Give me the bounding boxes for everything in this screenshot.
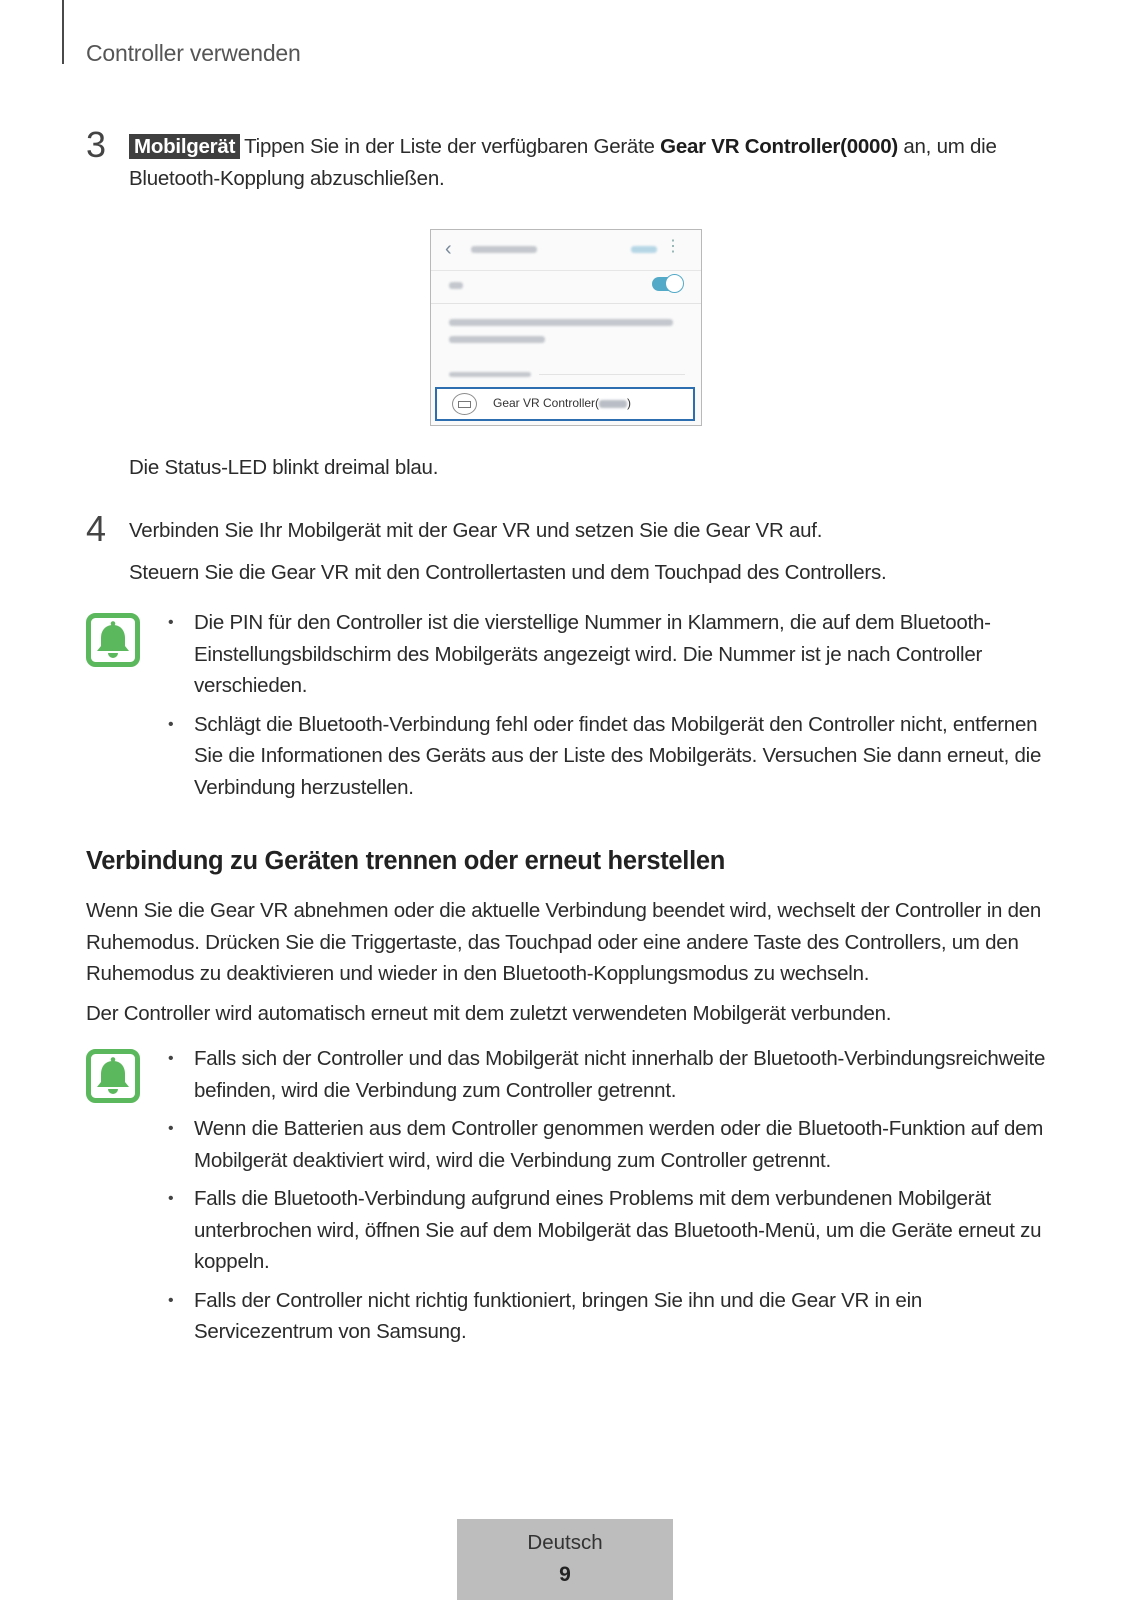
blurred-visibility-line2 xyxy=(449,336,545,343)
status-led-text: Die Status-LED blinkt dreimal blau. xyxy=(129,456,439,479)
note-list xyxy=(165,607,1052,810)
blurred-scan xyxy=(631,246,657,253)
device-list-item xyxy=(435,387,695,421)
step-4-text: Verbinden Sie Ihr Mobilgerät mit der Gear VR und setzen Sie die Gear VR auf. xyxy=(129,519,823,542)
blurred-available-devices xyxy=(449,372,531,377)
section-title: Verbindung zu Geräten trennen oder erneut herstellen xyxy=(86,847,726,875)
list-item: • Falls sich der Controller und das Mobilgerät nicht innerhalb der Bluetooth-Verbindungsreichweite befinden, wird die Verbindung zum Controller getrennt. xyxy=(168,1047,1046,1102)
note-list xyxy=(165,1043,1052,1355)
list-item: • Die PIN für den Controller ist die vierstellige Nummer in Klammern, die auf dem Bluetooth-Einstellungsbildschirm des Mobilgeräts angezeigt wird. Die Nummer ist je nach Controller verschieden. xyxy=(168,611,991,697)
device-name: Gear VR Controller(0000) xyxy=(660,135,898,158)
section-paragraph: Der Controller wird automatisch erneut mit dem zuletzt verwendeten Mobilgerät verbunden. xyxy=(86,1002,892,1025)
section-header: Controller verwenden xyxy=(86,40,301,66)
notice-bell-icon xyxy=(86,613,140,667)
bluetooth-screenshot xyxy=(430,229,702,426)
list-item: • Wenn die Batterien aus dem Controller genommen werden oder die Bluetooth-Funktion auf dem Mobilgerät deaktiviert wird, wird die Verbindung zum Controller getrennt. xyxy=(168,1117,1044,1172)
blurred-on-label xyxy=(449,282,463,289)
blurred-title xyxy=(471,246,537,253)
page-number: 9 xyxy=(559,1563,571,1586)
toggle-knob-icon xyxy=(665,274,684,293)
step-number: 4 xyxy=(86,508,107,549)
blurred-visibility-line1 xyxy=(449,319,673,326)
device-list-label: Gear VR Controller( ) xyxy=(493,396,632,410)
step-3-text: Mobilgerät Tippen Sie in der Liste der verfügbaren Geräte Gear VR Controller(0000) an, um die Bluetooth-Kopplung abzuschließen. xyxy=(129,135,997,190)
blurred-device-id xyxy=(599,400,627,408)
section-paragraph: Wenn Sie die Gear VR abnehmen oder die aktuelle Verbindung beendet wird, wechselt der Controller in den Ruhemodus. Drücken Sie die Triggertaste, das Touchpad oder eine andere Taste des Controllers, um den Ruhemodus zu deaktivieren und wieder in den Bluetooth-Kopplungsmodus zu wechseln. xyxy=(86,899,1042,985)
keyboard-icon xyxy=(452,393,477,415)
page-rule xyxy=(62,0,64,64)
more-menu-icon: ⋮ xyxy=(665,238,681,255)
list-item: • Falls der Controller nicht richtig funktioniert, bringen Sie ihn und die Gear VR in ein Servicezentrum von Samsung. xyxy=(168,1288,923,1343)
footer-language: Deutsch xyxy=(527,1531,603,1554)
list-item: • Schlägt die Bluetooth-Verbindung fehl oder findet das Mobilgerät den Controller nicht, entfernen Sie die Informationen des Geräts aus der Liste des Mobilgeräts. Versuchen Sie dann erneut, die Verbindung herzustellen. xyxy=(168,712,1042,799)
step-number: 3 xyxy=(86,124,107,165)
page-footer xyxy=(457,1519,673,1600)
notice-bell-icon xyxy=(86,1049,140,1103)
device-tag: Mobilgerät xyxy=(129,134,240,159)
step-4-subtext: Steuern Sie die Gear VR mit den Controllertasten und dem Touchpad des Controllers. xyxy=(129,561,887,584)
divider xyxy=(431,303,701,304)
list-item: • Falls die Bluetooth-Verbindung aufgrund eines Problems mit dem verbundenen Mobilgerät unterbrochen wird, öffnen Sie auf dem Mobilgerät das Bluetooth-Menü, um die Geräte erneut zu koppeln. xyxy=(168,1187,1042,1273)
screenshot-topbar xyxy=(431,230,701,271)
back-arrow-icon: ‹ xyxy=(445,238,452,260)
divider xyxy=(539,374,685,375)
